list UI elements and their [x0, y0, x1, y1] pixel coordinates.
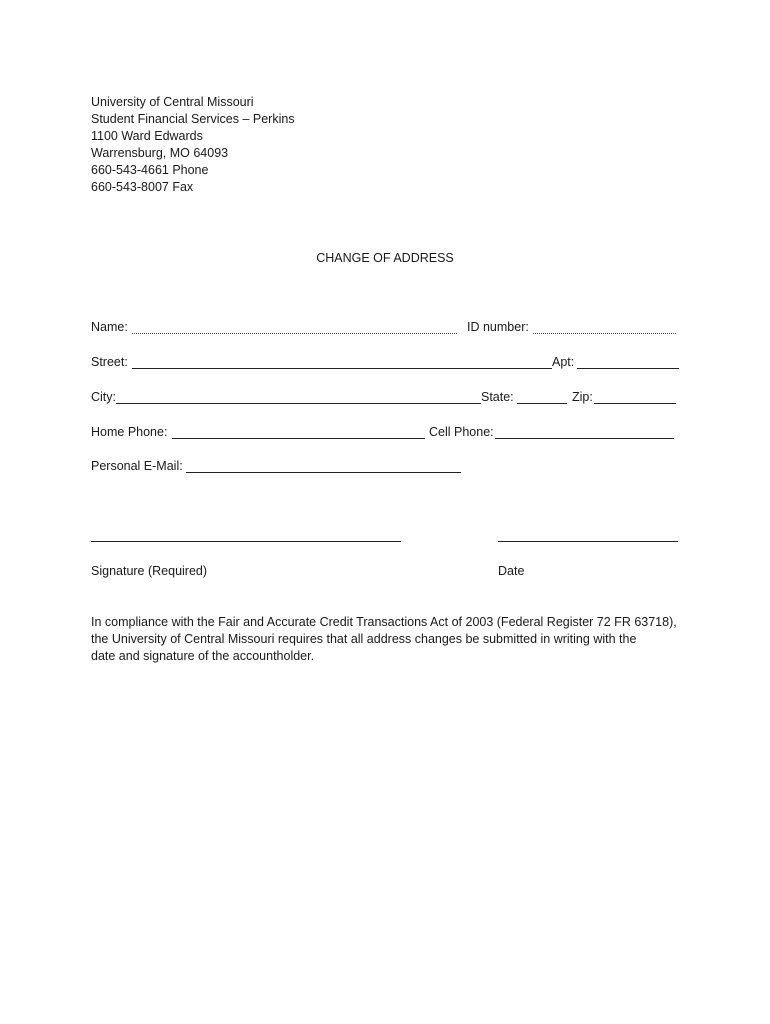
- cell-phone-field[interactable]: [495, 438, 674, 439]
- name-row: [91, 320, 691, 338]
- home-phone-field[interactable]: [172, 438, 425, 439]
- notice-line-1: In compliance with the Fair and Accurate Credit Transactions Act of 2003 (Federal Register 72 FR 63718),: [91, 615, 677, 629]
- street-label: Street:: [91, 355, 128, 369]
- name-field[interactable]: [132, 333, 457, 334]
- date-label: Date: [498, 564, 525, 578]
- street-row: [91, 355, 691, 373]
- street-field[interactable]: [132, 368, 552, 369]
- notice-line-3: date and signature of the accountholder.: [91, 649, 315, 663]
- address-line-street: 1100 Ward Edwards: [91, 129, 203, 143]
- address-line-university: University of Central Missouri: [91, 95, 254, 109]
- address-line-city-state: Warrensburg, MO 64093: [91, 146, 229, 160]
- city-label: City:: [91, 390, 116, 404]
- city-field[interactable]: [116, 403, 481, 404]
- personal-email-label: Personal E-Mail:: [91, 459, 183, 473]
- state-field[interactable]: [517, 403, 567, 404]
- id-number-label: ID number:: [467, 320, 529, 334]
- email-row: [91, 459, 491, 477]
- state-label: State:: [481, 390, 514, 404]
- name-label: Name:: [91, 320, 128, 334]
- compliance-notice: [91, 614, 691, 665]
- personal-email-field[interactable]: [186, 472, 461, 473]
- zip-label: Zip:: [572, 390, 593, 404]
- zip-field[interactable]: [594, 403, 676, 404]
- date-line[interactable]: [498, 541, 678, 542]
- id-number-field[interactable]: [533, 333, 676, 334]
- notice-line-2: the University of Central Missouri requires that all address changes be submitted in writing with the: [91, 632, 637, 646]
- address-line-department: Student Financial Services – Perkins: [91, 112, 295, 126]
- city-row: [91, 390, 691, 408]
- signature-label: Signature (Required): [91, 564, 208, 578]
- signature-line[interactable]: [91, 541, 401, 542]
- cell-phone-label: Cell Phone:: [429, 425, 494, 439]
- phone-row: [91, 425, 691, 443]
- form-title: CHANGE OF ADDRESS: [316, 251, 454, 265]
- apt-field[interactable]: [577, 368, 679, 369]
- address-line-fax: 660-543-8007 Fax: [91, 180, 194, 194]
- address-line-phone: 660-543-4661 Phone: [91, 163, 209, 177]
- apt-label: Apt:: [552, 355, 575, 369]
- office-address-block: [91, 94, 295, 196]
- home-phone-label: Home Phone:: [91, 425, 168, 439]
